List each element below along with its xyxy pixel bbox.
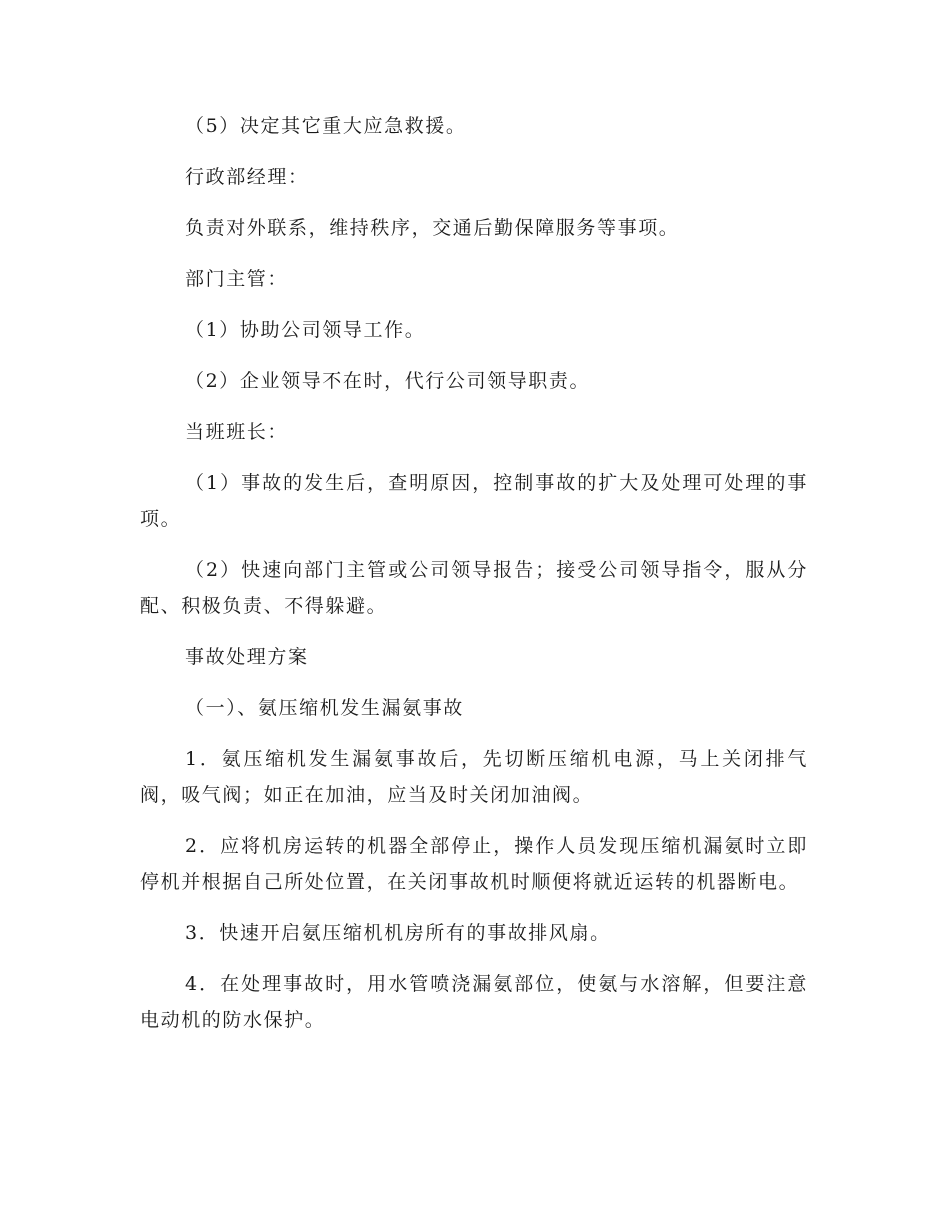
heading-accident-plan: 事故处理方案 xyxy=(185,646,309,668)
document-page xyxy=(140,108,808,1053)
heading-ammonia-leak: （一）、氨压缩机发生漏氨事故 xyxy=(185,697,464,719)
paragraph-shift-item-2: （2）快速向部门主管或公司领导报告；接受公司领导指令，服从分配、积极负责、不得躲避。 xyxy=(140,559,808,617)
paragraph-item-5: （5）决定其它重大应急救援。 xyxy=(185,115,467,137)
heading-admin-manager: 行政部经理： xyxy=(185,166,309,188)
paragraph-admin-duties: 负责对外联系，维持秩序，交通后勤保障服务等事项。 xyxy=(185,217,680,239)
heading-department-supervisor: 部门主管： xyxy=(185,268,289,290)
paragraph-step-2: 2．应将机房运转的机器全部停止，操作人员发现压缩机漏氨时立即停机并根据自己所处位置，在关闭事故机时顺便将就近运转的机器断电。 xyxy=(140,835,808,893)
heading-shift-leader: 当班班长： xyxy=(185,421,289,443)
paragraph-supervisor-item-1: （1）协助公司领导工作。 xyxy=(185,319,426,341)
paragraph-shift-item-1: （1）事故的发生后，查明原因，控制事故的扩大及处理可处理的事项。 xyxy=(140,472,808,530)
paragraph-step-3: 3．快速开启氨压缩机机房所有的事故排风扇。 xyxy=(185,922,611,944)
paragraph-supervisor-item-2: （2）企业领导不在时，代行公司领导职责。 xyxy=(185,370,591,392)
paragraph-step-4: 4．在处理事故时，用水管喷浇漏氨部位，使氨与水溶解，但要注意电动机的防水保护。 xyxy=(140,973,808,1031)
paragraph-step-1: 1．氨压缩机发生漏氨事故后，先切断压缩机电源，马上关闭排气阀，吸气阀；如正在加油，应当及时关闭加油阀。 xyxy=(140,748,808,806)
